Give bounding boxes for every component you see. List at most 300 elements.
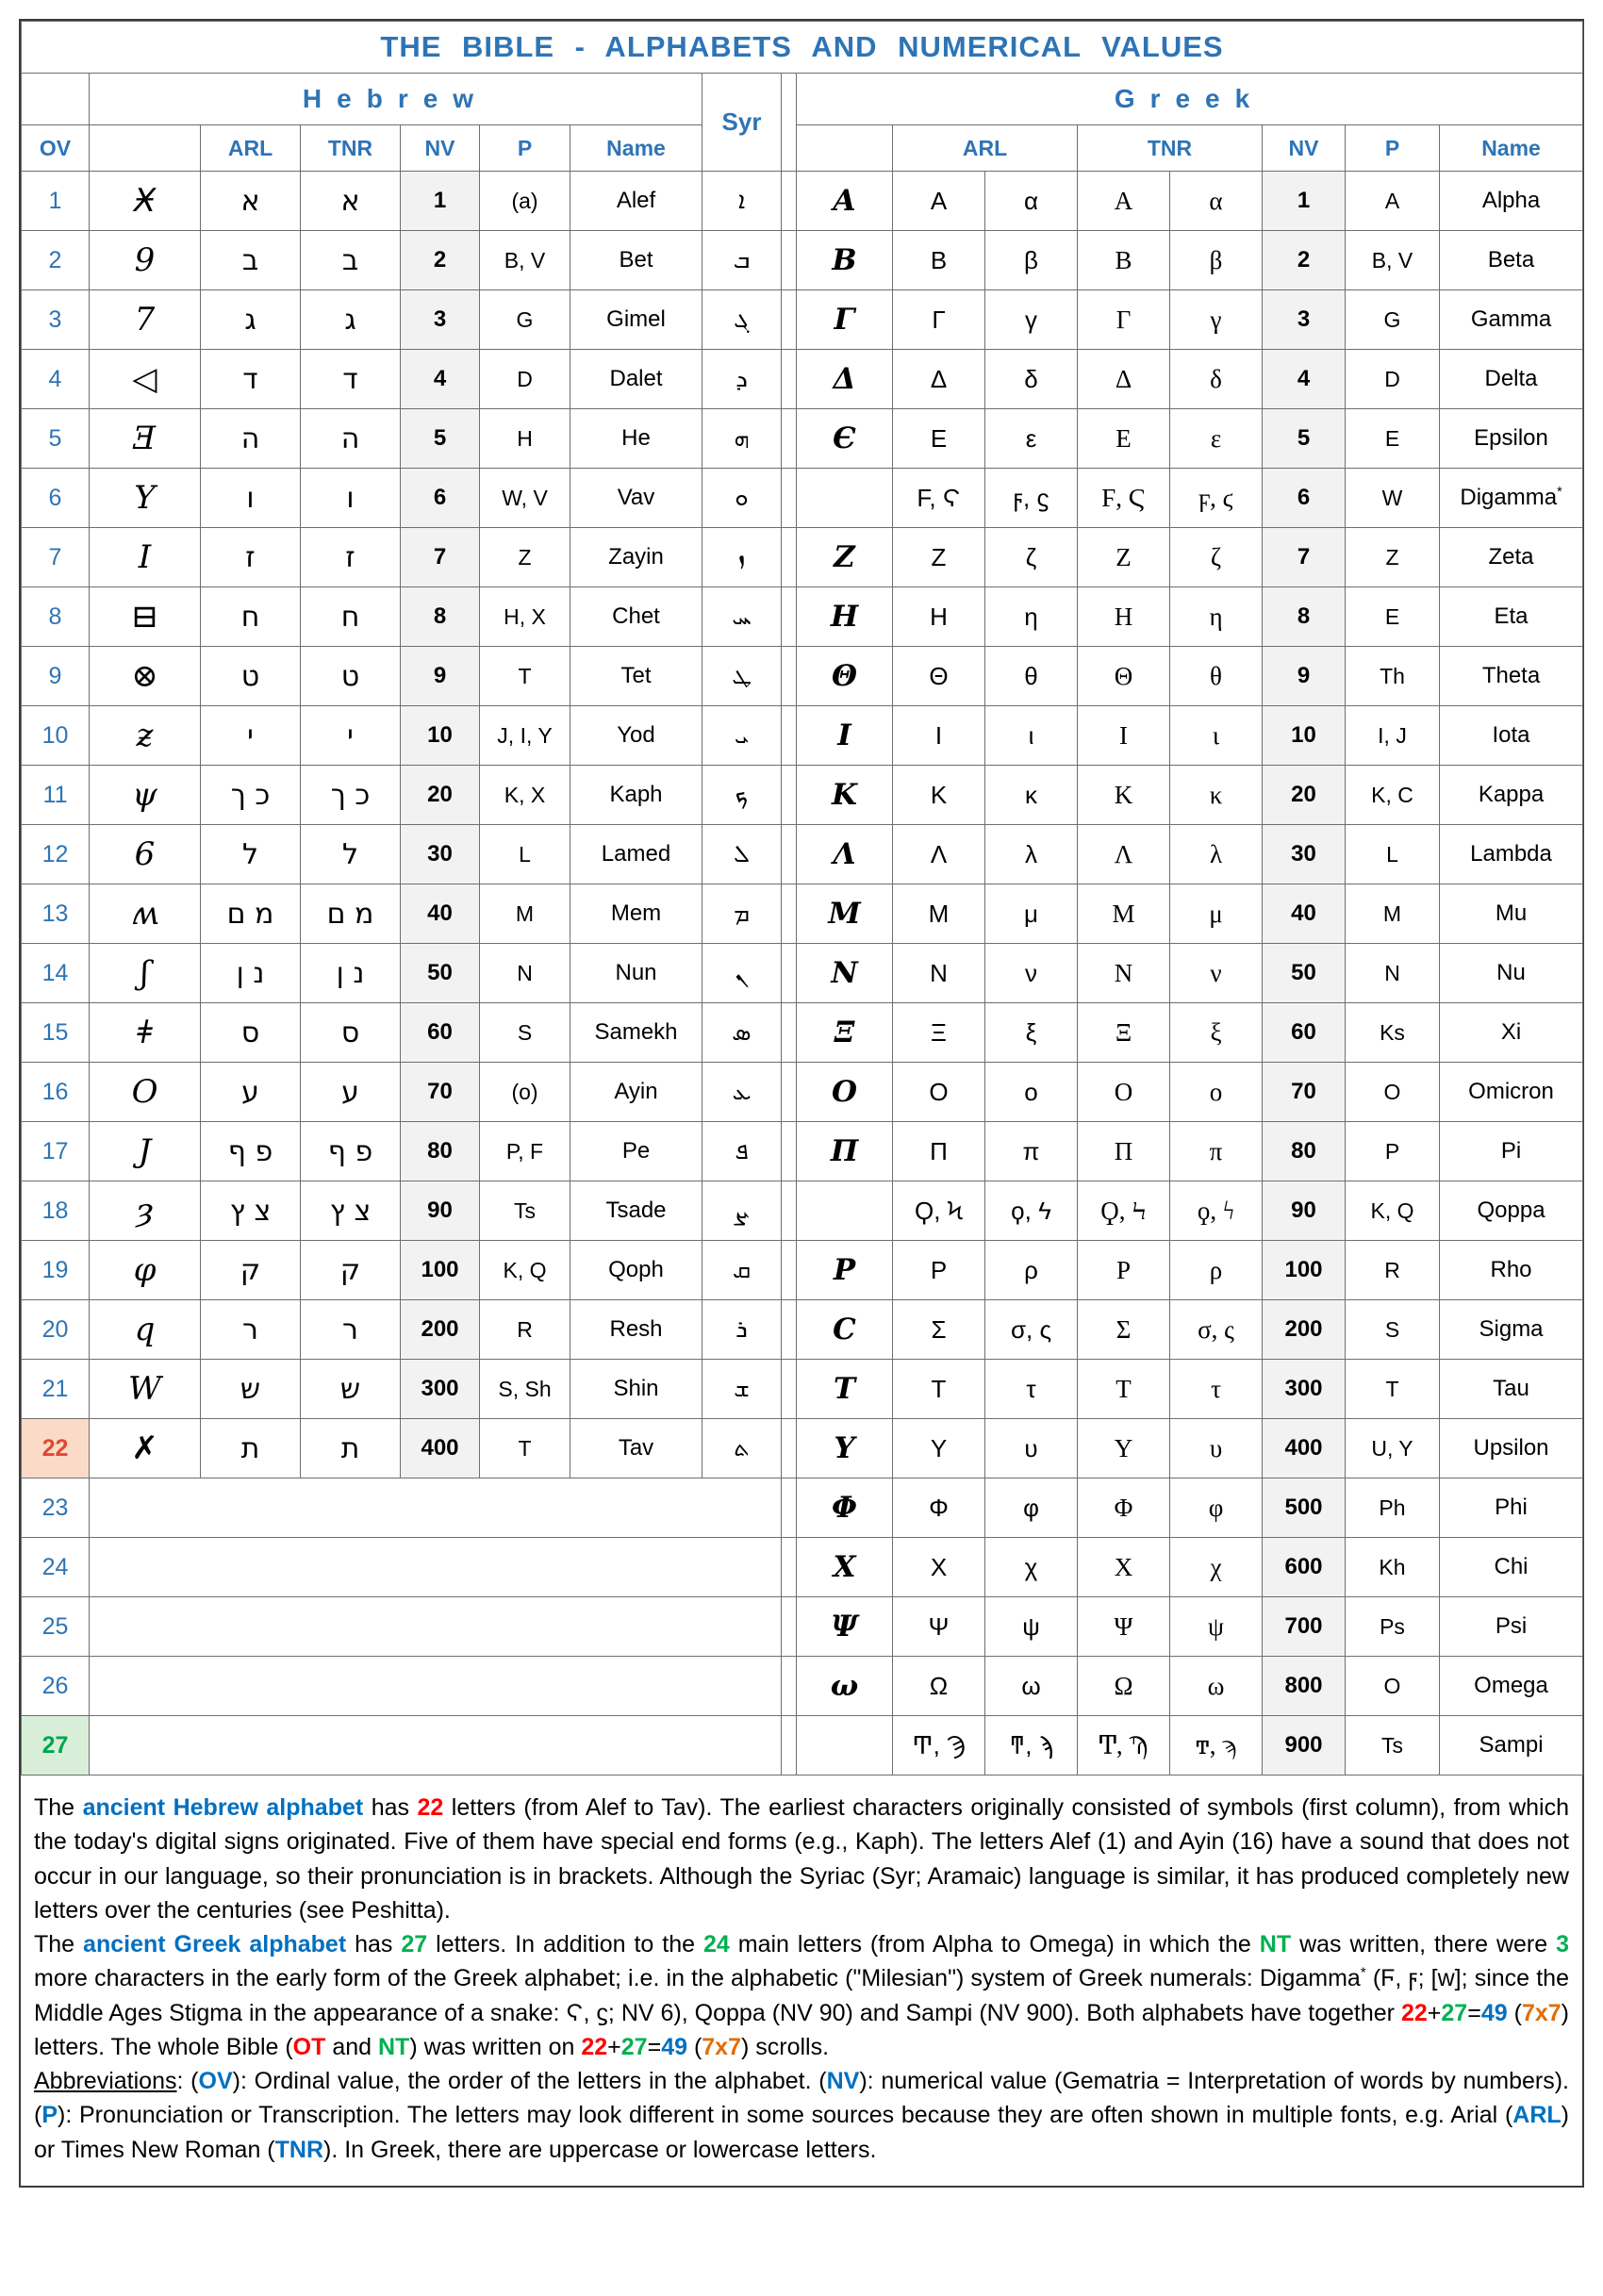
cell-hebrew-tnr: ת (301, 1419, 401, 1478)
cell-greek-ancient: Α (797, 172, 893, 231)
cell-greek-p: O (1346, 1657, 1440, 1716)
cell-hebrew-name: Samekh (570, 1003, 702, 1063)
cell-greek-p: W (1346, 469, 1440, 528)
column-spacer (782, 409, 797, 469)
cell-hebrew-tnr: ע (301, 1063, 401, 1122)
cell-hebrew-nv: 3 (401, 290, 480, 350)
cell-ov: 4 (22, 350, 90, 409)
footer-text-segment: + (607, 2033, 621, 2060)
cell-greek-arl-uppercase: Σ (893, 1300, 985, 1360)
footer-paragraph (34, 1927, 1569, 2064)
footer-text-segment: and (325, 2033, 378, 2060)
cell-syriac: ܠ (702, 825, 782, 884)
cell-greek-arl-lowercase: γ (985, 290, 1078, 350)
header-hebrew-ancient-blank (90, 125, 201, 172)
footer-text-segment: 24 (702, 1931, 730, 1957)
cell-hebrew-name: Tet (570, 647, 702, 706)
table-row (22, 231, 1583, 290)
cell-greek-nv: 700 (1263, 1597, 1346, 1657)
cell-hebrew-p: S (480, 1003, 570, 1063)
cell-greek-arl-lowercase: υ (985, 1419, 1078, 1478)
footer-text-segment: main letters (from Alpha to Omega) in which the (729, 1931, 1260, 1957)
cell-greek-ancient: Є (797, 409, 893, 469)
cell-greek-tnr-lowercase: ω (1170, 1657, 1263, 1716)
cell-greek-name: Phi (1440, 1478, 1583, 1538)
table-row (22, 647, 1583, 706)
cell-syriac: ܓ (702, 290, 782, 350)
cell-greek-tnr-lowercase: α (1170, 172, 1263, 231)
cell-greek-name: Beta (1440, 231, 1583, 290)
cell-syriac: ܣ (702, 1003, 782, 1063)
page-frame (19, 19, 1584, 2188)
cell-hebrew-name: Zayin (570, 528, 702, 587)
cell-hebrew-p: G (480, 290, 570, 350)
table-row (22, 172, 1583, 231)
cell-greek-tnr-uppercase: Φ (1078, 1478, 1170, 1538)
cell-ov: 1 (22, 172, 90, 231)
cell-greek-tnr-lowercase: ξ (1170, 1003, 1263, 1063)
cell-hebrew-tnr: נ ן (301, 944, 401, 1003)
cell-hebrew-ancient: J (90, 1122, 201, 1181)
cell-hebrew-arl: ע (201, 1063, 301, 1122)
header-greek-ancient-blank (797, 125, 893, 172)
cell-greek-arl-lowercase: η (985, 587, 1078, 647)
cell-hebrew-name: He (570, 409, 702, 469)
cell-greek-nv: 80 (1263, 1122, 1346, 1181)
cell-greek-name: Theta (1440, 647, 1583, 706)
table-row (22, 1063, 1583, 1122)
cell-greek-ancient: Ν (797, 944, 893, 1003)
cell-greek-p: Ks (1346, 1003, 1440, 1063)
column-spacer (782, 74, 797, 172)
column-spacer (782, 825, 797, 884)
cell-greek-nv: 60 (1263, 1003, 1346, 1063)
footer-text-segment: ) letters. The whole Bible ( (34, 1999, 1569, 2060)
header-hebrew: Hebrew (90, 74, 702, 125)
cell-hebrew-arl: ז (201, 528, 301, 587)
cell-greek-name: Sampi (1440, 1716, 1583, 1776)
cell-greek-arl-uppercase: Ξ (893, 1003, 985, 1063)
column-spacer (782, 1300, 797, 1360)
table-row (22, 1241, 1583, 1300)
cell-hebrew-nv: 20 (401, 766, 480, 825)
cell-hebrew-name: Tav (570, 1419, 702, 1478)
cell-hebrew-arl: ד (201, 350, 301, 409)
cell-hebrew-nv: 5 (401, 409, 480, 469)
footer-text-segment: ): Ordinal value, the order of the letters in the alphabet. ( (232, 2068, 827, 2094)
footer-text-segment: 27 (401, 1931, 428, 1957)
cell-greek-tnr-uppercase: H (1078, 587, 1170, 647)
cell-hebrew-nv: 90 (401, 1181, 480, 1241)
cell-greek-nv: 200 (1263, 1300, 1346, 1360)
footer-text-segment: = (1467, 1999, 1481, 2026)
cell-greek-tnr-lowercase: κ (1170, 766, 1263, 825)
cell-hebrew-nv: 30 (401, 825, 480, 884)
cell-greek-nv: 400 (1263, 1419, 1346, 1478)
cell-greek-tnr-uppercase: Y (1078, 1419, 1170, 1478)
cell-hebrew-ancient: ✗ (90, 1419, 201, 1478)
cell-greek-tnr-uppercase: K (1078, 766, 1170, 825)
cell-hebrew-tnr: כ ך (301, 766, 401, 825)
cell-greek-nv: 30 (1263, 825, 1346, 884)
cell-greek-p: Z (1346, 528, 1440, 587)
column-spacer (782, 528, 797, 587)
cell-greek-tnr-lowercase: ε (1170, 409, 1263, 469)
cell-greek-ancient (797, 1181, 893, 1241)
cell-syriac: ܒ (702, 231, 782, 290)
footer-text-segment: has (346, 1931, 402, 1957)
cell-hebrew-ancient: Ǝ (90, 409, 201, 469)
column-spacer (782, 647, 797, 706)
cell-hebrew-p: H (480, 409, 570, 469)
cell-greek-nv: 70 (1263, 1063, 1346, 1122)
cell-hebrew-nv: 50 (401, 944, 480, 1003)
cell-hebrew-arl: י (201, 706, 301, 766)
footer-text-segment: has (363, 1794, 418, 1821)
column-spacer (782, 1419, 797, 1478)
cell-greek-name: Alpha (1440, 172, 1583, 231)
footer-text-segment: 7x7 (1521, 1999, 1562, 2026)
cell-greek-nv: 4 (1263, 350, 1346, 409)
cell-hebrew-p: M (480, 884, 570, 944)
cell-hebrew-name: Nun (570, 944, 702, 1003)
table-row (22, 1597, 1583, 1657)
footer-text-segment: 27 (1441, 1999, 1468, 2026)
cell-hebrew-name: Chet (570, 587, 702, 647)
cell-greek-nv: 20 (1263, 766, 1346, 825)
cell-greek-ancient: Ρ (797, 1241, 893, 1300)
footer-text-segment: NT (378, 2033, 410, 2060)
cell-hebrew-tnr: ר (301, 1300, 401, 1360)
table-row (22, 290, 1583, 350)
cell-hebrew-p: Ts (480, 1181, 570, 1241)
header-syr: Syr (702, 74, 782, 172)
cell-ov: 10 (22, 706, 90, 766)
footer-text-segment: 49 (1480, 1999, 1508, 2026)
cell-greek-tnr-uppercase: Θ (1078, 647, 1170, 706)
cell-greek-tnr-uppercase: Ω (1078, 1657, 1170, 1716)
footer-text-segment: ) scrolls. (741, 2033, 830, 2060)
cell-greek-tnr-lowercase: τ (1170, 1360, 1263, 1419)
cell-hebrew-arl: נ ן (201, 944, 301, 1003)
cell-greek-name: Digamma* (1440, 469, 1583, 528)
cell-hebrew-p: R (480, 1300, 570, 1360)
column-spacer (782, 172, 797, 231)
cell-hebrew-ancient: ʃ (90, 944, 201, 1003)
footer-text-segment: : ( (176, 2068, 199, 2094)
cell-greek-ancient: Γ (797, 290, 893, 350)
cell-greek-nv: 900 (1263, 1716, 1346, 1776)
cell-hebrew-arl: ק (201, 1241, 301, 1300)
column-spacer (782, 1003, 797, 1063)
cell-syriac: ܛ (702, 647, 782, 706)
cell-hebrew-arl: ה (201, 409, 301, 469)
cell-greek-tnr-lowercase: χ (1170, 1538, 1263, 1597)
table-row (22, 706, 1583, 766)
column-spacer (782, 1657, 797, 1716)
column-spacer (782, 944, 797, 1003)
cell-greek-p: P (1346, 1122, 1440, 1181)
cell-hebrew-p: P, F (480, 1122, 570, 1181)
cell-greek-ancient: Ο (797, 1063, 893, 1122)
cell-greek-p: Ps (1346, 1597, 1440, 1657)
cell-hebrew-tnr: ג (301, 290, 401, 350)
cell-hebrew-nv: 200 (401, 1300, 480, 1360)
cell-greek-ancient: Θ (797, 647, 893, 706)
cell-hebrew-p: J, I, Y (480, 706, 570, 766)
cell-greek-name: Zeta (1440, 528, 1583, 587)
cell-greek-name: Delta (1440, 350, 1583, 409)
cell-greek-nv: 100 (1263, 1241, 1346, 1300)
cell-greek-nv: 3 (1263, 290, 1346, 350)
footer-text-segment: 22 (581, 2033, 608, 2060)
cell-hebrew-ancient: φ (90, 1241, 201, 1300)
footer-text-segment: ancient Greek alphabet (83, 1931, 347, 1957)
cell-hebrew-ancient: 7 (90, 290, 201, 350)
cell-hebrew-tnr: ז (301, 528, 401, 587)
cell-greek-tnr-lowercase: ϙ, ϟ (1170, 1181, 1263, 1241)
cell-hebrew-name: Gimel (570, 290, 702, 350)
cell-greek-ancient: Π (797, 1122, 893, 1181)
cell-hebrew-arl: מ ם (201, 884, 301, 944)
cell-greek-ancient: Τ (797, 1360, 893, 1419)
cell-hebrew-p: K, X (480, 766, 570, 825)
footer-text-segment: 27 (620, 2033, 648, 2060)
cell-ov: 14 (22, 944, 90, 1003)
cell-syriac: ܦ (702, 1122, 782, 1181)
column-spacer (782, 231, 797, 290)
cell-greek-name: Xi (1440, 1003, 1583, 1063)
cell-hebrew-ancient: I (90, 528, 201, 587)
cell-hebrew-p: Z (480, 528, 570, 587)
header-ov: OV (22, 125, 90, 172)
cell-greek-arl-uppercase: Π (893, 1122, 985, 1181)
cell-hebrew-nv: 4 (401, 350, 480, 409)
cell-ov: 21 (22, 1360, 90, 1419)
cell-greek-p: Kh (1346, 1538, 1440, 1597)
footer-text-segment: ) or Times New Roman ( (34, 2102, 1569, 2163)
cell-hebrew-p: S, Sh (480, 1360, 570, 1419)
table-row (22, 469, 1583, 528)
cell-hebrew-p: N (480, 944, 570, 1003)
cell-greek-nv: 40 (1263, 884, 1346, 944)
cell-greek-arl-lowercase: χ (985, 1538, 1078, 1597)
cell-hebrew-tnr: א (301, 172, 401, 231)
header-blank (22, 74, 90, 125)
cell-greek-tnr-uppercase: X (1078, 1538, 1170, 1597)
cell-hebrew-ancient: Y (90, 469, 201, 528)
cell-greek-arl-lowercase: ψ (985, 1597, 1078, 1657)
cell-greek-tnr-uppercase: Ϙ, Ϟ (1078, 1181, 1170, 1241)
footer-text-segment: The (34, 1931, 84, 1957)
footer-text-segment: NV (826, 2068, 860, 2094)
cell-greek-tnr-lowercase: ρ (1170, 1241, 1263, 1300)
cell-greek-ancient: C (797, 1300, 893, 1360)
cell-greek-p: S (1346, 1300, 1440, 1360)
table-row (22, 1716, 1583, 1776)
cell-ov: 11 (22, 766, 90, 825)
cell-greek-tnr-uppercase: Z (1078, 528, 1170, 587)
cell-hebrew-tnr: י (301, 706, 401, 766)
cell-hebrew-name: Shin (570, 1360, 702, 1419)
cell-ov: 15 (22, 1003, 90, 1063)
cell-greek-ancient: Δ (797, 350, 893, 409)
cell-greek-name: Psi (1440, 1597, 1583, 1657)
column-spacer (782, 350, 797, 409)
cell-greek-tnr-uppercase: Λ (1078, 825, 1170, 884)
table-row (22, 1003, 1583, 1063)
cell-ov: 25 (22, 1597, 90, 1657)
cell-syriac: ܢ (702, 944, 782, 1003)
cell-greek-tnr-lowercase: η (1170, 587, 1263, 647)
cell-greek-arl-uppercase: M (893, 884, 985, 944)
table-row (22, 884, 1583, 944)
cell-greek-arl-uppercase: Z (893, 528, 985, 587)
cell-greek-arl-lowercase: θ (985, 647, 1078, 706)
cell-hebrew-ancient: q (90, 1300, 201, 1360)
cell-syriac: ܩ (702, 1241, 782, 1300)
cell-hebrew-p: L (480, 825, 570, 884)
cell-greek-arl-uppercase: Θ (893, 647, 985, 706)
cell-hebrew-nv: 300 (401, 1360, 480, 1419)
footer-text-segment: 49 (661, 2033, 687, 2060)
cell-greek-p: G (1346, 290, 1440, 350)
footer-text-segment: = (647, 2033, 662, 2060)
column-spacer (782, 1063, 797, 1122)
cell-greek-tnr-lowercase: ο (1170, 1063, 1263, 1122)
footer-text-segment: ) was written on (409, 2033, 582, 2060)
footer-text-segment: more characters in the early form of the Greek alphabet; i.e. in the alphabetic ("Milesian") system of Greek numerals: Digamma (34, 1965, 1361, 1992)
cell-greek-tnr-lowercase: ζ (1170, 528, 1263, 587)
cell-hebrew-tnr: צ ץ (301, 1181, 401, 1241)
cell-hebrew-tnr: ו (301, 469, 401, 528)
cell-greek-p: Ph (1346, 1478, 1440, 1538)
cell-hebrew-tnr: מ ם (301, 884, 401, 944)
cell-ov: 7 (22, 528, 90, 587)
cell-greek-tnr-uppercase: Ϝ, Ϛ (1078, 469, 1170, 528)
column-spacer (782, 1538, 797, 1597)
cell-greek-arl-lowercase: ε (985, 409, 1078, 469)
cell-greek-arl-lowercase: ω (985, 1657, 1078, 1716)
cell-greek-tnr-uppercase: M (1078, 884, 1170, 944)
table-row (22, 1657, 1583, 1716)
cell-hebrew-name: Kaph (570, 766, 702, 825)
title-row (22, 22, 1583, 74)
cell-greek-arl-lowercase: ξ (985, 1003, 1078, 1063)
cell-greek-tnr-lowercase: ι (1170, 706, 1263, 766)
cell-greek-name: Epsilon (1440, 409, 1583, 469)
cell-greek-arl-uppercase: Ψ (893, 1597, 985, 1657)
cell-syriac: ܟ (702, 766, 782, 825)
cell-syriac: ܕ (702, 350, 782, 409)
footer-text-segment: TNR (274, 2136, 324, 2163)
cell-greek-nv: 600 (1263, 1538, 1346, 1597)
cell-greek-p: O (1346, 1063, 1440, 1122)
cell-greek-ancient: Β (797, 231, 893, 290)
cell-greek-tnr-lowercase: μ (1170, 884, 1263, 944)
cell-greek-p: B, V (1346, 231, 1440, 290)
cell-hebrew-tnr: ל (301, 825, 401, 884)
cell-greek-p: E (1346, 587, 1440, 647)
header-greek-tnr: TNR (1078, 125, 1263, 172)
alphabet-table (21, 21, 1583, 1776)
cell-greek-arl-lowercase: φ (985, 1478, 1078, 1538)
cell-greek-name: Omicron (1440, 1063, 1583, 1122)
cell-hebrew-p: H, X (480, 587, 570, 647)
cell-hebrew-p: T (480, 647, 570, 706)
cell-hebrew-nv: 9 (401, 647, 480, 706)
cell-greek-name: Kappa (1440, 766, 1583, 825)
cell-greek-tnr-uppercase: Ξ (1078, 1003, 1170, 1063)
cell-ov: 9 (22, 647, 90, 706)
footnote-asterisk: * (1557, 485, 1562, 500)
cell-greek-arl-lowercase: κ (985, 766, 1078, 825)
cell-ov: 27 (22, 1716, 90, 1776)
cell-hebrew-nv: 40 (401, 884, 480, 944)
cell-greek-tnr-lowercase: ψ (1170, 1597, 1263, 1657)
cell-greek-ancient: Υ (797, 1419, 893, 1478)
footer-text-segment: 7x7 (702, 2033, 741, 2060)
column-spacer (782, 884, 797, 944)
footer-text-segment: ARL (1512, 2102, 1562, 2129)
cell-syriac: ܪ (702, 1300, 782, 1360)
cell-greek-ancient (797, 469, 893, 528)
cell-hebrew-tnr: ט (301, 647, 401, 706)
cell-greek-tnr-uppercase: N (1078, 944, 1170, 1003)
table-row (22, 528, 1583, 587)
cell-greek-arl-lowercase: π (985, 1122, 1078, 1181)
footer-text-segment: P (41, 2102, 58, 2129)
cell-greek-tnr-uppercase: Ψ (1078, 1597, 1170, 1657)
cell-greek-p: D (1346, 350, 1440, 409)
cell-hebrew-empty (90, 1538, 782, 1597)
cell-hebrew-ancient: ◁ (90, 350, 201, 409)
cell-hebrew-arl: פ ף (201, 1122, 301, 1181)
cell-greek-tnr-lowercase: υ (1170, 1419, 1263, 1478)
cell-hebrew-name: Dalet (570, 350, 702, 409)
cell-syriac: ܨ (702, 1181, 782, 1241)
cell-greek-arl-uppercase: H (893, 587, 985, 647)
column-header-row (22, 125, 1583, 172)
cell-greek-name: Eta (1440, 587, 1583, 647)
column-spacer (782, 1716, 797, 1776)
cell-syriac: ܥ (702, 1063, 782, 1122)
cell-hebrew-arl: ב (201, 231, 301, 290)
cell-greek-tnr-lowercase: δ (1170, 350, 1263, 409)
cell-greek-arl-uppercase: Ω (893, 1657, 985, 1716)
cell-greek-ancient: Η (797, 587, 893, 647)
cell-hebrew-tnr: ס (301, 1003, 401, 1063)
cell-greek-nv: 50 (1263, 944, 1346, 1003)
cell-hebrew-name: Qoph (570, 1241, 702, 1300)
header-greek: Greek (797, 74, 1583, 125)
cell-hebrew-p: (o) (480, 1063, 570, 1122)
cell-greek-p: A (1346, 172, 1440, 231)
cell-hebrew-ancient: ψ (90, 766, 201, 825)
cell-greek-ancient: Λ (797, 825, 893, 884)
cell-greek-name: Pi (1440, 1122, 1583, 1181)
table-row (22, 1360, 1583, 1419)
cell-ov: 2 (22, 231, 90, 290)
cell-hebrew-arl: ח (201, 587, 301, 647)
cell-hebrew-p: (a) (480, 172, 570, 231)
cell-hebrew-name: Vav (570, 469, 702, 528)
cell-hebrew-p: B, V (480, 231, 570, 290)
cell-hebrew-empty (90, 1597, 782, 1657)
cell-greek-tnr-uppercase: Γ (1078, 290, 1170, 350)
column-spacer (782, 469, 797, 528)
cell-greek-ancient: ω (797, 1657, 893, 1716)
